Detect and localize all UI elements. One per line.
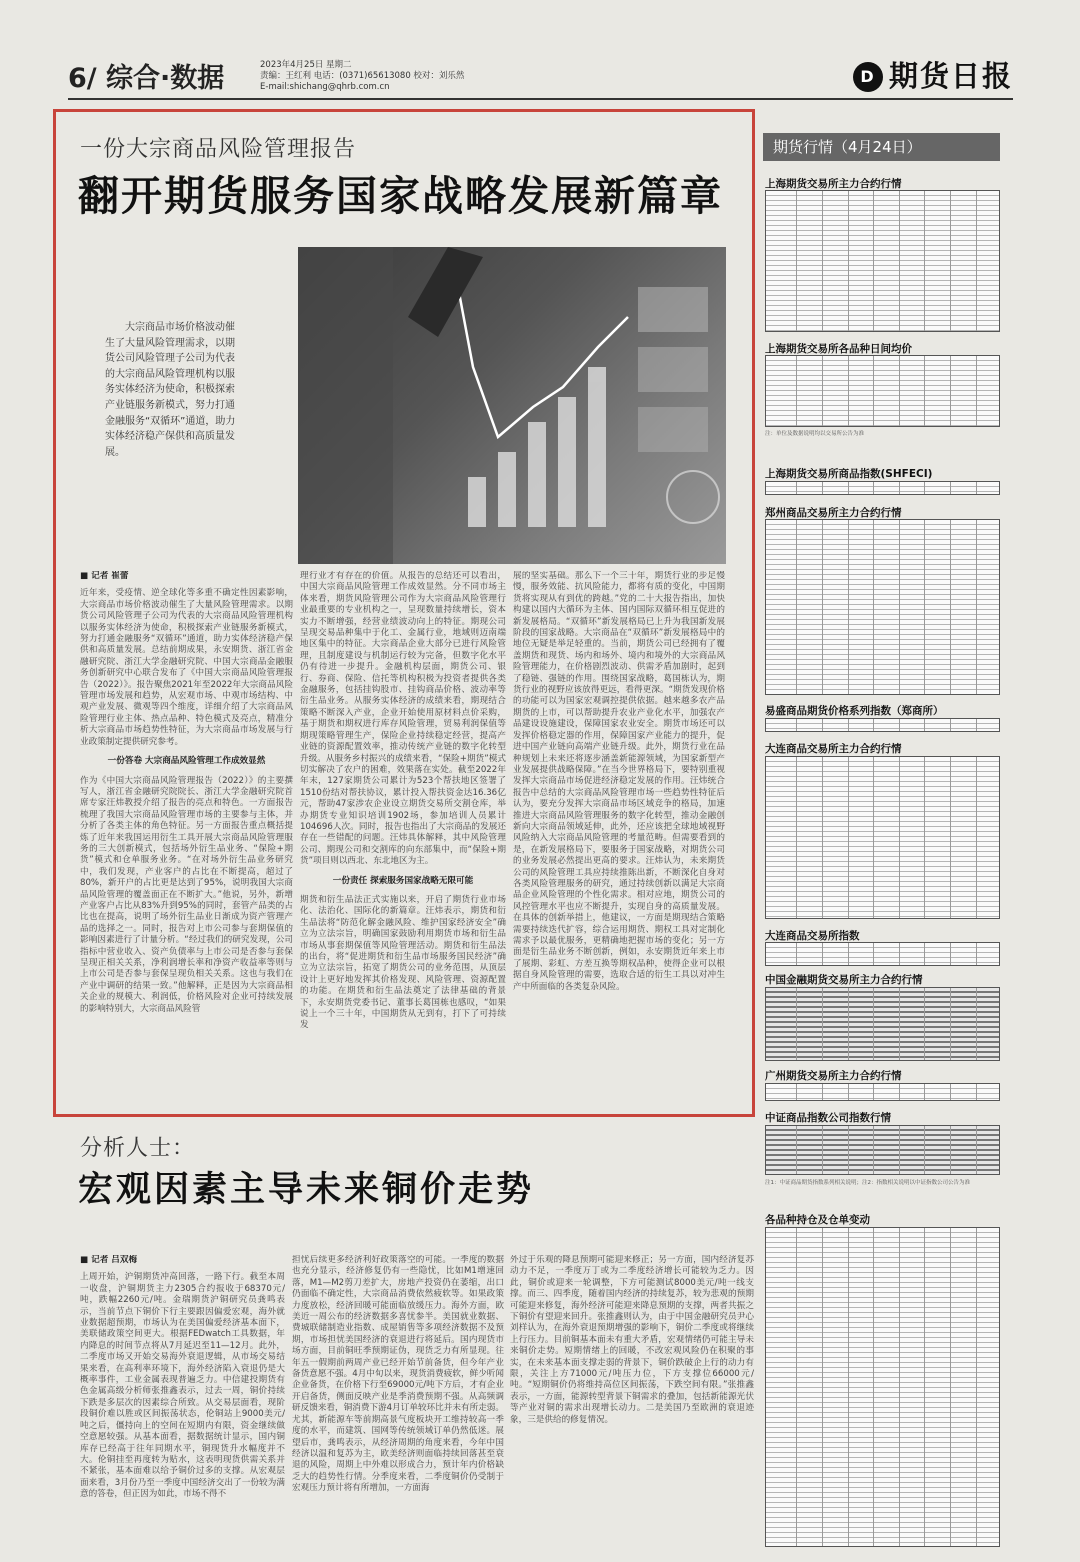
- table-column-divider: [976, 1084, 977, 1100]
- table-column-divider: [848, 988, 849, 1060]
- table-title-esun-index: 易盛商品期货价格系列指数（郑商所）: [765, 705, 944, 717]
- page-section-label: 6/ 综合·数据: [68, 63, 225, 94]
- email-line: E-mail:shichang@qhrb.com.cn: [260, 82, 390, 92]
- table-column-divider: [873, 482, 874, 494]
- table-column-divider: [796, 191, 797, 331]
- table-column-divider: [899, 1228, 900, 1546]
- lead-byline: ■ 记者 崔蕾: [80, 571, 129, 581]
- table-column-divider: [899, 757, 900, 918]
- table-column-divider: [796, 719, 797, 731]
- lead-col1-para-b: 作为《中国大宗商品风险管理报告（2022）》的主要撰写人，浙江省金融研究院院长、浙江大学金融研究院首席专家汪炜教授介绍了报告的亮点和特色。一方面报告梳理了我国大宗商品风险管理市场的主要参与主体，并分析了各类主体的角色特征。另一方面报告重点概括提炼了近年来我国运用衍生工具开展大宗商品风险管理服务的三大创新模式，包括场外衍生品业务、“保险+期货”模式和仓单服务业务。“在对场外衍生品业务研究中，我们发现，产业客户的占比在不断提高，超过了80%，新开户的占比更是达到了95%，说明我国大宗商品风险管理的覆盖面正在不断扩大。”他说，另外，新增产业客户占比从83%升到95%的同时，套管产品类的占比也在提高，说明了场外衍生品业日渐成为资产管理产品的选择之一。同时，报告对上市公司参与套期保值的影响因素进行了计量分析。“经过我们的研究发现，公司指标中营业收入、资产负债率与上市公司是否参与套保呈现正相关关系，净利润增长率和净资产收益率等则与上市公司是否参与套保呈现负相关关系。这也与我们在产业中调研的结果一致。”他解释，正是因为大宗商品相关企业的规模大、利润低，价格风险对企业可持续发展的影响特别大，大宗商品风险管: [80, 775, 293, 1014]
- table-column-divider: [950, 1126, 951, 1174]
- table-shfe-index: [765, 481, 1000, 495]
- lead-subhead-1: 一份答卷 大宗商品风险管理工作成效显然: [107, 756, 266, 767]
- table-column-divider: [976, 988, 977, 1060]
- table-title-shfe-main: 上海期货交易所主力合约行情: [765, 178, 902, 190]
- table-column-divider: [950, 191, 951, 331]
- second-col3-para: 外过于乐观的降息预期可能迎来修正；另一方面，国内经济复苏动力不足，一季度万丁或为二季度经济增长可能较为乏力。因此，铜价或迎来一轮调整，下方可能测试8000美元/吨一线支撑。而三、四季度，随着国内经济的持续复苏，较为悲观的预期可能迎来修复，海外经济可能迎来降息预期的支撑，两者共振之下铜价有望迎来回升。张推鑫则认为，由于中国金融研究员尹心刘样认为，在海外衰退预期增强的影响下，铜价二季度或将继续上行压力。目前铜基本面未有重大矛盾，宏观情绪仍可能主导未来铜价走势。短期情绪上的回暖，不改宏观风险仍在积聚的事实，在未来基本面支撑走弱的背景下，铜价跌破企上行的动力有限，关注上方71000元/吨压力位，下方支撑位66000元/吨。“短期铜价仍将维持高位区间振荡，下跌空间有限。”张推鑫表示，一方面，能源转型背景下铜需求的叠加，包括新能源光伏等产业对铜的需求出现增长动力。二是美国乃至欧洲的衰退迹象，三是供给的修复情况。: [510, 1255, 754, 1425]
- table-dce-index: [765, 942, 1000, 966]
- table-title-cffex-main: 中国金融期货交易所主力合约行情: [765, 974, 923, 986]
- table-column-divider: [924, 1228, 925, 1546]
- table-column-divider: [822, 1126, 823, 1174]
- table-column-divider: [822, 520, 823, 694]
- table-column-divider: [924, 482, 925, 494]
- table-column-divider: [796, 520, 797, 694]
- rising-bar-chart-image: [298, 247, 726, 564]
- table-column-divider: [924, 520, 925, 694]
- table-column-divider: [796, 988, 797, 1060]
- lead-column-1: [80, 571, 293, 1113]
- table-czce-main: [765, 519, 1000, 695]
- table-column-divider: [796, 1084, 797, 1100]
- table-shfe-avg: [765, 355, 1000, 427]
- logo-text: 期货日报: [888, 59, 1013, 93]
- table-column-divider: [873, 1126, 874, 1174]
- table-column-divider: [873, 520, 874, 694]
- table-column-divider: [924, 719, 925, 731]
- table-title-shfe-index: 上海期货交易所商品指数(SHFECI): [765, 468, 933, 480]
- table-column-divider: [950, 1084, 951, 1100]
- table-column-divider: [822, 988, 823, 1060]
- newspaper-logo: [853, 54, 1013, 95]
- table-column-divider: [796, 356, 797, 426]
- table-column-divider: [976, 1126, 977, 1174]
- lead-headline: 翻开期货服务国家战略发展新篇章: [78, 172, 723, 220]
- table-column-divider: [796, 757, 797, 918]
- lead-column-3: [513, 571, 725, 1113]
- table-column-divider: [899, 988, 900, 1060]
- table-title-csi-index: 中证商品指数公司指数行情: [765, 1112, 891, 1124]
- table-column-divider: [950, 356, 951, 426]
- table-column-divider: [796, 1126, 797, 1174]
- table-column-divider: [924, 1084, 925, 1100]
- masthead-rule: [68, 98, 1013, 100]
- table-column-divider: [848, 482, 849, 494]
- table-note-2: 注1：中证商品期货指数系列相关说明；注2：指数相关说明以中证指数公司公告为准: [765, 1180, 971, 1186]
- table-column-divider: [976, 191, 977, 331]
- lead-col2-para-b: 期货和衍生品法正式实施以来，开启了期货行业市场化、法治化、国际化的新篇章。汪炜表示，期货和衍生品法将“防范化解金融风险、维护国家经济安全”确立为立法宗旨，明确国家鼓励利用期货市场和衍生品市场从事套期保值等风险管理活动。期货和衍生品法的出台，将“促进期货和衍生品市场服务国民经济”确立为立法宗旨，拓宽了期货公司的业务范围，从顶层设计上更好地发挥其价格发现、风险管理、资源配置的功能。在期货和衍生品法奠定了法律基础的背景下，永安期货党委书记、董事长葛国栋也感叹，“如果说上一个三十年，中国期货从无到有，打下了可持续发: [300, 894, 506, 1031]
- table-column-divider: [976, 757, 977, 918]
- lead-col1-para-a: 近年来，受疫情、逆全球化等多重不确定性因素影响，大宗商品市场价格波动催生了大量风险管理需求。以期货公司风险管理子公司为代表的大宗商品风险管理机构以服务实体经济为使命，积极探索产业链服务新模式，努力打通金融服务“双循环”通道，助力实体经济稳产保供和高质量发展。总结前期成果，永安期货、浙江省金融研究院、浙江大学金融研究院、中国大宗商品金融服务创新研究中心联合发布了《中国大宗商品风险管理报告（2022）》。报告聚焦2021年至2022年大宗商品风险管理市场发展和趋势，从宏观市场、中观市场结构、中观产业发展、微观等四个维度，详细介绍了大宗商品风险管理行业主体、热点品种、特色模式及亮点，精准分析大宗商品市场趋势性特征，为大宗商品市场发展与行业政策制定提供研究参考。: [80, 588, 293, 747]
- issue-date: 2023年4月25日 星期二: [260, 60, 352, 70]
- newspaper-logo-icon: D: [853, 62, 883, 92]
- table-column-divider: [848, 943, 849, 965]
- table-column-divider: [924, 757, 925, 918]
- lead-column-2: [300, 571, 506, 1113]
- table-column-divider: [924, 1126, 925, 1174]
- table-gfex-main: [765, 1083, 1000, 1101]
- table-title-shfe-avg: 上海期货交易所各品种日间均价: [765, 343, 912, 355]
- table-title-czce-main: 郑州商品交易所主力合约行情: [765, 507, 902, 519]
- table-column-divider: [848, 1228, 849, 1546]
- table-column-divider: [796, 482, 797, 494]
- table-column-divider: [873, 757, 874, 918]
- table-column-divider: [873, 1084, 874, 1100]
- table-note-1: 注：单位及数据说明均以交易所公告为准: [765, 431, 865, 437]
- table-column-divider: [822, 757, 823, 918]
- table-column-divider: [950, 719, 951, 731]
- table-esun-index: [765, 718, 1000, 732]
- table-column-divider: [848, 191, 849, 331]
- lead-col3-para: 展的坚实基础。那么下一个三十年，期货行业的步足慢慢，服务效能、抗风险能力，都将有质的变化，中国期货将实现从有到优的跨越。”党的二十大报告指出，加快构建以国内大循环为主体、国内国际双循环相互促进的新发展格局。“双循环”新发展格局已上升为我国新发展阶段的国家战略。大宗商品在“双循环”新发展格局中的地位无疑是举足轻重的。当前，期货公司已经拥有了覆盖期货和现货、场内和场外、境内和境外的大宗商品风险管理能力，在价格剧烈波动、供需矛盾加剧时，起到了稳链、强链的作用。围绕国家战略，葛国栋认为，期货行业的视野应该放得更远，看得更深。“期货发现价格的功能可以为国家宏观调控提供依据。越来越多农产品期货的上市，可以帮助提升农业产业化水平，加强农产品建设设施建设，保障国家农业安全。期货市场还可以发挥价格稳定器的作用，保障国家产业能力的提升，促进中国产业链向高端产业链升级。此外，期货行业在品种规划上未来还将逐步涵盖新能源领域，为国家新型产业发展提供战略保障。”在当今世界格局下，要特别重视发挥大宗商品市场促进经济稳定发展的作用。汪炜统合报告中总结的大宗商品风险管理市场一些趋势性特征后认为，要充分发挥大宗商品市场区域竞争的格局，加速推进大宗商品风险管理服务的数字化转型，推动金融创新向大宗商品领域延伸，此外，还应该把全球地域视野风险纳入大宗商品风险管理的考量范畴。但需要看到的是，在新发展格局下，要服务于国家战略，对期货公司的业务发展必然提出更高的要求。汪炜认为，未来期货公司的风险管理工具应持续推陈出新，不断深化自身对各类风险管理服务的研究，通过持续创新以满足大宗商品企业风险管理的个性化需求。相对应地，期货公司的风控管理水平也应不断提升，实现自身的高质量发展。在具体的创新举措上，他建议，一方面是期现结合策略需要持续迭代扩容，综合运用期货、期权工具对定制化需求予以最优服务，更精确地把握市场的变化；另一方面是衍生品业务不断创新，例如，永安期货近年来上市了展期、彩虹、方差互换等期权品种，使得企业可以根据自身风险管理的需要，选取合适的衍生工具以对冲生产中所面临的各类复杂风险。: [513, 571, 725, 992]
- masthead-info: [260, 60, 464, 93]
- table-column-divider: [899, 719, 900, 731]
- table-shfe-main: [765, 190, 1000, 332]
- lead-subhead-2: 一份责任 探索服务国家战略无限可能: [332, 875, 474, 886]
- table-column-divider: [796, 1228, 797, 1546]
- second-headline: 宏观因素主导未来铜价走势: [78, 1169, 535, 1210]
- table-column-divider: [950, 988, 951, 1060]
- table-cffex-main: [765, 987, 1000, 1061]
- table-column-divider: [822, 943, 823, 965]
- second-column-1: [80, 1255, 285, 1550]
- table-column-divider: [848, 356, 849, 426]
- table-column-divider: [873, 356, 874, 426]
- table-column-divider: [950, 520, 951, 694]
- table-column-divider: [899, 482, 900, 494]
- table-column-divider: [976, 1228, 977, 1546]
- table-column-divider: [924, 356, 925, 426]
- masthead: [68, 52, 1013, 102]
- second-column-3: [510, 1255, 754, 1550]
- table-column-divider: [950, 1228, 951, 1546]
- table-dce-main: [765, 756, 1000, 919]
- second-col2-para: 担忧后续更多经济利好政策落空的可能。一季度的数据也充分显示，经济修复仍有一些隐忧，比如M1增速回落，M1—M2剪刀差扩大，房地产投资仍在萎缩，出口仍面临不确定性，大宗商品消费依然疲软等。如果政策力度放松，经济回暖可能面临放缓压力。海外方面，欧美近一周公布的经济数据多喜忧参半。美国就业数据、费城联储制造业指数、成屋销售等多项经济数据不及预期，市场担忧美国经济的衰退进行将延后。国内现货市场方面，目前铜旺季预期证伪，现货乏力有所显现。往年五一假期前两周产业已经开始节前备货，但今年产业备货意愿不强。4月中旬以来，现货消费疲软，鲜少听闻企业备货，在价格下行至69000元/吨下方后，才有企业开启备货，侧面反映产业是季消费预期不强。从高频调研反馈来看，铜消费下游4月订单较环比并未有所走弱。尤其，新能源车等前期高景气度板块开工维持较高一季度的水平，而建筑、国网等传统领域订单仍然低迷。展望后市，龚鸣表示，从经济周期的角度来看，今年中国经济以温和复苏为主，欧美经济则面临持续回落甚至衰退的风险，周期上中外难以形成合力，预计年内价格缺乏大的趋势性行情。分季度来看，二季度铜价仍受制于宏观压力预计将有所增加，一方面海: [292, 1255, 504, 1494]
- lead-summary: 大宗商品市场价格波动催生了大量风险管理需求，以期货公司风险管理子公司为代表的大宗商品风险管理机构以服务实体经济为使命，积极探索产业链服务新模式，努力打通金融服务“双循环”通道，助力实体经济稳产保供和高质量发展。: [105, 322, 236, 458]
- table-column-divider: [848, 1126, 849, 1174]
- table-title-gfex-main: 广州期货交易所主力合约行情: [765, 1070, 902, 1082]
- market-data-header: 期货行情（4月24日）: [763, 133, 1000, 161]
- table-column-divider: [873, 943, 874, 965]
- table-column-divider: [950, 757, 951, 918]
- table-column-divider: [899, 191, 900, 331]
- editor-line: 责编：王红利 电话：(0371)65613080 校对：刘乐然: [260, 71, 465, 81]
- table-column-divider: [976, 482, 977, 494]
- table-column-divider: [822, 719, 823, 731]
- second-column-2: [292, 1255, 504, 1550]
- table-column-divider: [822, 191, 823, 331]
- table-column-divider: [822, 482, 823, 494]
- table-column-divider: [950, 482, 951, 494]
- table-column-divider: [822, 356, 823, 426]
- table-column-divider: [924, 988, 925, 1060]
- chart-photo-illustration: [298, 247, 726, 564]
- table-column-divider: [899, 356, 900, 426]
- table-column-divider: [899, 1126, 900, 1174]
- second-kicker: 分析人士：: [80, 1136, 196, 1161]
- table-column-divider: [848, 757, 849, 918]
- table-column-divider: [976, 356, 977, 426]
- table-title-dce-main: 大连商品交易所主力合约行情: [765, 743, 902, 755]
- table-column-divider: [822, 1228, 823, 1546]
- table-column-divider: [950, 943, 951, 965]
- table-column-divider: [976, 943, 977, 965]
- table-column-divider: [924, 943, 925, 965]
- table-column-divider: [848, 520, 849, 694]
- lead-kicker: 一份大宗商品风险管理报告: [80, 137, 357, 162]
- table-csi-index: [765, 1125, 1000, 1175]
- table-column-divider: [976, 719, 977, 731]
- table-title-positions: 各品种持仓及仓单变动: [765, 1214, 870, 1226]
- table-column-divider: [873, 719, 874, 731]
- table-column-divider: [873, 1228, 874, 1546]
- table-column-divider: [873, 191, 874, 331]
- table-column-divider: [848, 1084, 849, 1100]
- table-column-divider: [873, 988, 874, 1060]
- table-column-divider: [899, 520, 900, 694]
- table-column-divider: [976, 520, 977, 694]
- table-positions: [765, 1227, 1000, 1547]
- table-column-divider: [848, 719, 849, 731]
- table-column-divider: [924, 191, 925, 331]
- second-byline: ■ 记者 吕双梅: [80, 1255, 138, 1265]
- table-column-divider: [796, 943, 797, 965]
- table-title-dce-index: 大连商品交易所指数: [765, 930, 860, 942]
- second-col1-para: 上周开始，沪铜期货冲高回落，一路下行。截至本周一收盘，沪铜期货主力2305合约报收于68370元/吨，跌幅2260元/吨。金瑞期货沪铜研究员龚鸣表示，当前节点下铜价下行主要跟因偏爱宏观，海外就业数据超预期，市场认为在美国偏爱经济基本面下，美联储政策空间更大。根据FEDwatch工具数据，年内降息的时间节点将从7月延迟至11—12月。此外，二季度市场又开始交易海外衰退逻辑，从市场交易结果来看，在高利率环境下，海外经济陷入衰退仍是大概率事件，工业金属表现普遍乏力。中信建投期货有色金属高级分析师张推鑫表示，过去一周，铜价持续下跌是多层次的因素综合所致。从交易层面看，现阶段铜价难以胜或区间振荡状态，伦铜站上9000美元/吨之后，僵持向上的空间在短期内有限，资金继续做空意愿较强。从基本面看，据数据统计显示，国内铜库存已经高于往年同期水平，铜现货升水幅度并不大。伦铜挂至再度转为贴水，这表明现货供需关系并不紧张，基本面难以给予铜价过多的支撑。从宏观层面来看，3月份乃至一季度中国经济交出了一份较为满意的答卷，但正因为如此，市场不得不: [80, 1272, 285, 1500]
- lead-col2-para-a: 理行业才有存在的价值。从报告的总结还可以看出，中国大宗商品风险管理工作成效显然。分不同市场主体来看，期货风险管理公司作为大宗商品风险管理行业最重要的专业机构之一，呈现数量持续增长，资本实力不断增强，经营业绩波动向上的特征。期现公司呈现交易品种集中于化工、金属行业，地域则迈南端地区集中的特征。大宗商品企业大部分已进行风险管理，且制度建设与机制运行较为完备，但数字化水平仍有待进一步提升。金融机构层面，期货公司、银行、券商、保险、信托等机构积极为投资者提供各类金融服务，包括挂钩股市、挂钩商品价格、波动率等衍生品业务。从服务实体经济的成绩来看，期现结合策略不断深入产业，企业开始使用原材料点价采购，基于期货和期权进行库存风险管理，贸易利润保值等期现策略管理生产，保险企业持续稳定经营，提高产业链的资源配置效率，推动传统产业链的数字化转型升级。从服务乡村振兴的成绩来看，“保险+期货”模式切实解决了农户的困难，效果落在实处。截至2022年年末，127家期货公司累计为523个帮扶地区签署了1510份结对帮扶协议，累计投入帮扶资金达16.36亿元，帮助47家涉农企业设立期货交易所交割仓库，举办期货专业知识培训1902场，参加培训人员累计104696人次。同时，报告也指出了大宗商品的发展还存在一些错配的问题。汪炜具体解释，其中风险管理公司、期现公司和交割库的向东部集中，而“保险+期货”项目则以西北、东北地区为主。: [300, 571, 506, 867]
- table-column-divider: [822, 1084, 823, 1100]
- table-column-divider: [899, 943, 900, 965]
- table-column-divider: [899, 1084, 900, 1100]
